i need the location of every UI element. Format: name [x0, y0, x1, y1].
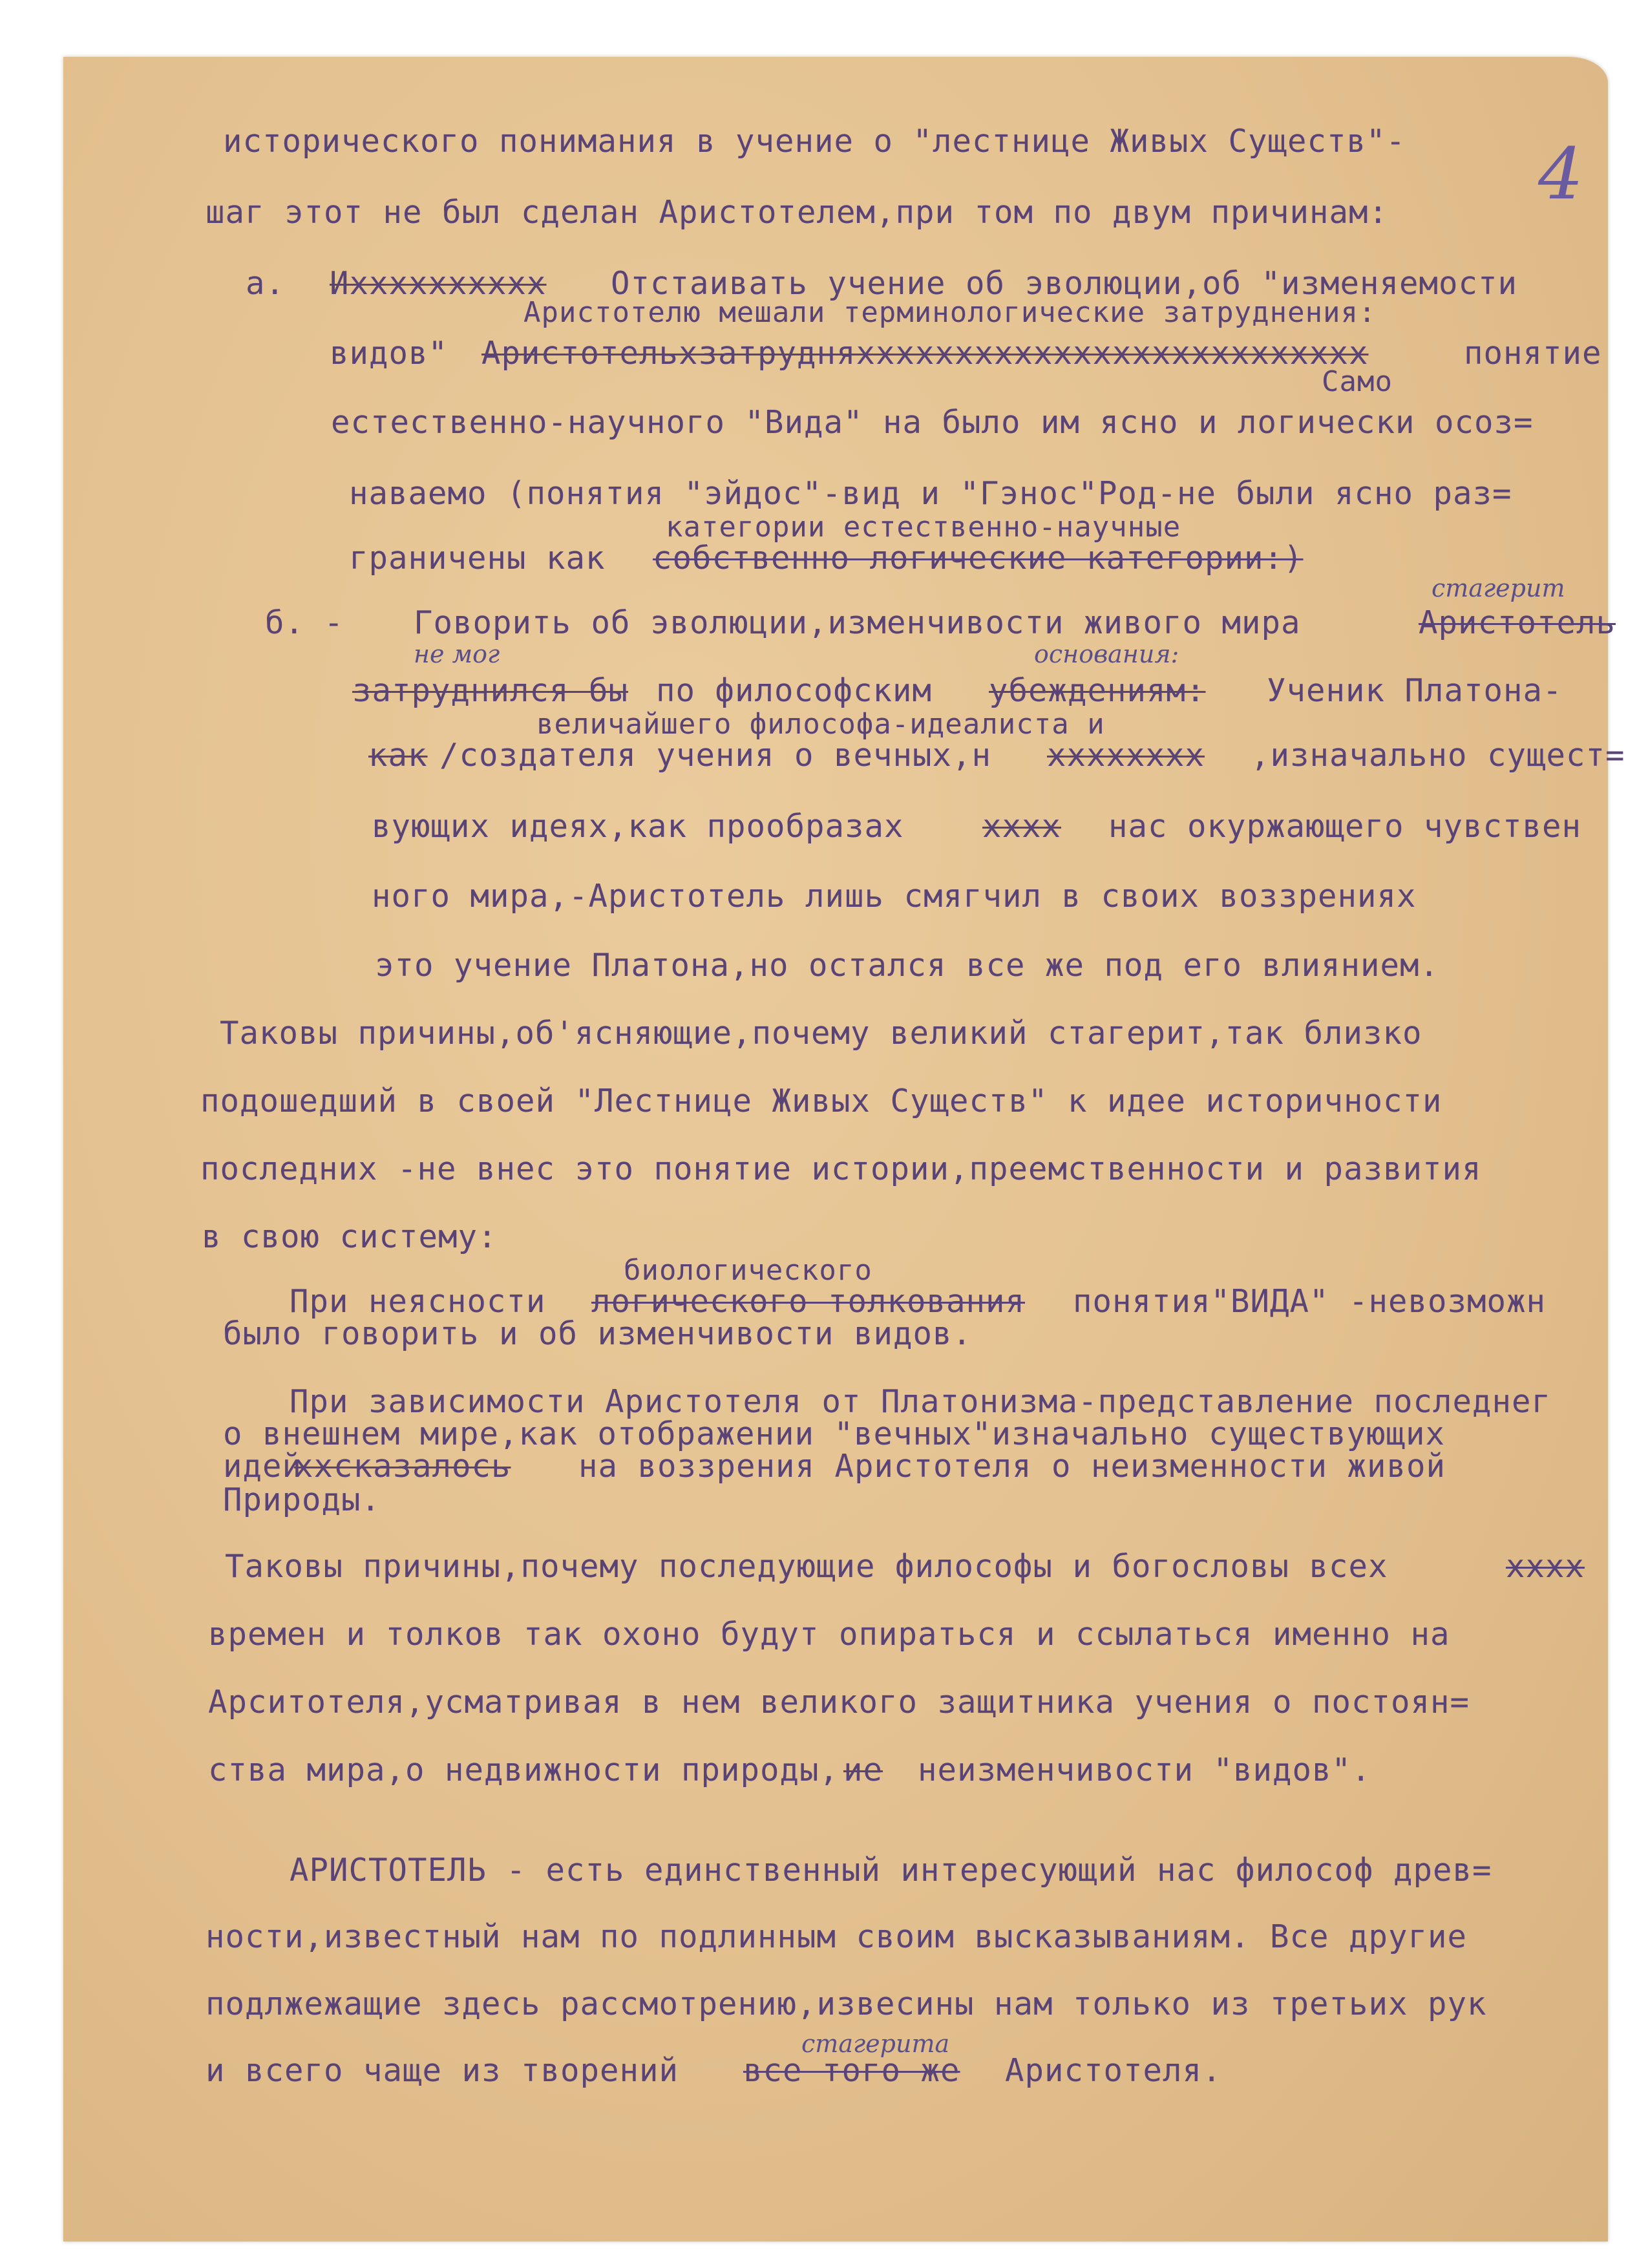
- struck-text: хххх: [982, 808, 1062, 845]
- list-marker: б. -: [265, 604, 344, 641]
- text-line: АРИСТОТЕЛЬ - есть единственный интересующий нас философ древ=: [290, 1852, 1492, 1889]
- struck-text: хххххххх: [1047, 737, 1205, 774]
- text-line: в свою систему:: [202, 1218, 498, 1255]
- struck-text: Аристотельхзатрудняхххххххххххххххххххххххххх: [481, 335, 1369, 372]
- text-line: естественно-научного "Вида" на было им ясно и логически осоз=: [331, 404, 1534, 441]
- struck-text: ххсказалось: [294, 1448, 511, 1485]
- inserted-text: величайшего философа-идеалиста и: [536, 708, 1105, 741]
- text-line: Арситотеля,усматривая в нем великого защитника учения о постоян=: [208, 1684, 1470, 1721]
- text-line: подошедший в своей "Лестнице Живых Существ" к идее историчности: [200, 1083, 1442, 1119]
- list-marker: а.: [246, 265, 286, 302]
- inserted-text: категории естественно-научные: [666, 511, 1181, 544]
- text-line: /создателя учения о вечных,н: [439, 737, 992, 774]
- struck-text: логического толкования: [591, 1283, 1026, 1320]
- text-line: Природы.: [223, 1481, 381, 1518]
- text-line: понятия"ВИДА" -невозможн: [1073, 1283, 1547, 1320]
- struck-text: ие: [843, 1752, 883, 1788]
- text-line: Таковы причины,почему последующие философы и богословы всех: [225, 1548, 1388, 1585]
- text-line: видов": [330, 335, 449, 372]
- text-line: шаг этот не был сделан Аристотелем,при том по двум причинам:: [206, 194, 1389, 231]
- text-line: было говорить и об изменчивости видов.: [223, 1315, 973, 1352]
- text-line: это учение Платона,но остался все же под его влиянием.: [375, 947, 1440, 984]
- text-line: исторического понимания в учение о "лестнице Живых Существ"-: [223, 123, 1406, 160]
- handwritten-note: стагерит: [1431, 574, 1565, 602]
- text-line: понятие: [1464, 335, 1602, 372]
- text-line: вующих идеях,как прообразах: [372, 808, 904, 845]
- text-line: о внешнем мире,как отображении "вечных"изначально существующих: [223, 1415, 1446, 1452]
- handwritten-note: не мог: [414, 640, 500, 668]
- text-line: Аристотеля.: [1005, 2052, 1222, 2089]
- struck-text: как: [368, 737, 428, 774]
- text-line: Таковы причины,об'ясняющие,почему великий стагерит,так близко: [220, 1015, 1422, 1052]
- text-line: неизменчивости "видов".: [918, 1752, 1371, 1788]
- text-line: граничены как: [349, 540, 606, 577]
- text-line: ства мира,о недвижности природы,: [208, 1752, 840, 1788]
- struck-text: собственно логические категории:): [653, 540, 1304, 577]
- text-line: и всего чаще из творений: [206, 2052, 679, 2089]
- text-line: нас окуржающего чувствен: [1108, 808, 1582, 845]
- handwritten-note: стагерита: [801, 2030, 950, 2058]
- struck-text: убеждениям:: [989, 672, 1206, 709]
- text-line: на воззрения Аристотеля о неизменности живой: [578, 1448, 1446, 1485]
- text-line: наваемо (понятия "эйдос"-вид и "Гэнос"Род-не были ясно раз=: [349, 475, 1512, 512]
- text-line: Говорить об эволюции,изменчивости живого мира: [414, 604, 1301, 641]
- text-line: При зависимости Аристотеля от Платонизма-представление последнег: [290, 1383, 1552, 1420]
- text-line: подлжежащие здесь рассмотрению,извесины нам только из третьих рук: [206, 1986, 1487, 2022]
- struck-text: Ихххххххххх: [330, 265, 547, 302]
- struck-text: затруднился бы: [352, 672, 629, 709]
- text-line: по философским: [656, 672, 933, 709]
- inserted-text: биологического: [624, 1254, 872, 1287]
- handwritten-note: основания:: [1034, 640, 1179, 668]
- text-line: последних -не внес это понятие истории,преемственности и развития: [200, 1150, 1482, 1187]
- inserted-text: Само: [1322, 365, 1393, 398]
- text-line: времен и толков так охоно будут опираться и ссылаться именно на: [208, 1616, 1450, 1653]
- text-line: ности,известный нам по подлинным своим высказываниям. Все другие: [206, 1918, 1468, 1955]
- text-line: ного мира,-Аристотель лишь смягчил в своих воззрениях: [372, 878, 1417, 915]
- struck-text: хххх: [1506, 1548, 1585, 1585]
- text-line: ,изначально сущест=: [1251, 737, 1625, 774]
- struck-text: Аристотель: [1419, 604, 1616, 641]
- inserted-text: Аристотелю мешали терминологические затруднения:: [523, 296, 1377, 329]
- text-line: При неясности: [290, 1283, 546, 1320]
- struck-text: все того же: [743, 2052, 960, 2089]
- text-line: Ученик Платона-: [1267, 672, 1563, 709]
- text-line: Отстаивать учение об эволюции,об "изменяемости: [611, 265, 1518, 302]
- text-line: идей: [223, 1448, 302, 1485]
- page-number: 4: [1538, 132, 1583, 215]
